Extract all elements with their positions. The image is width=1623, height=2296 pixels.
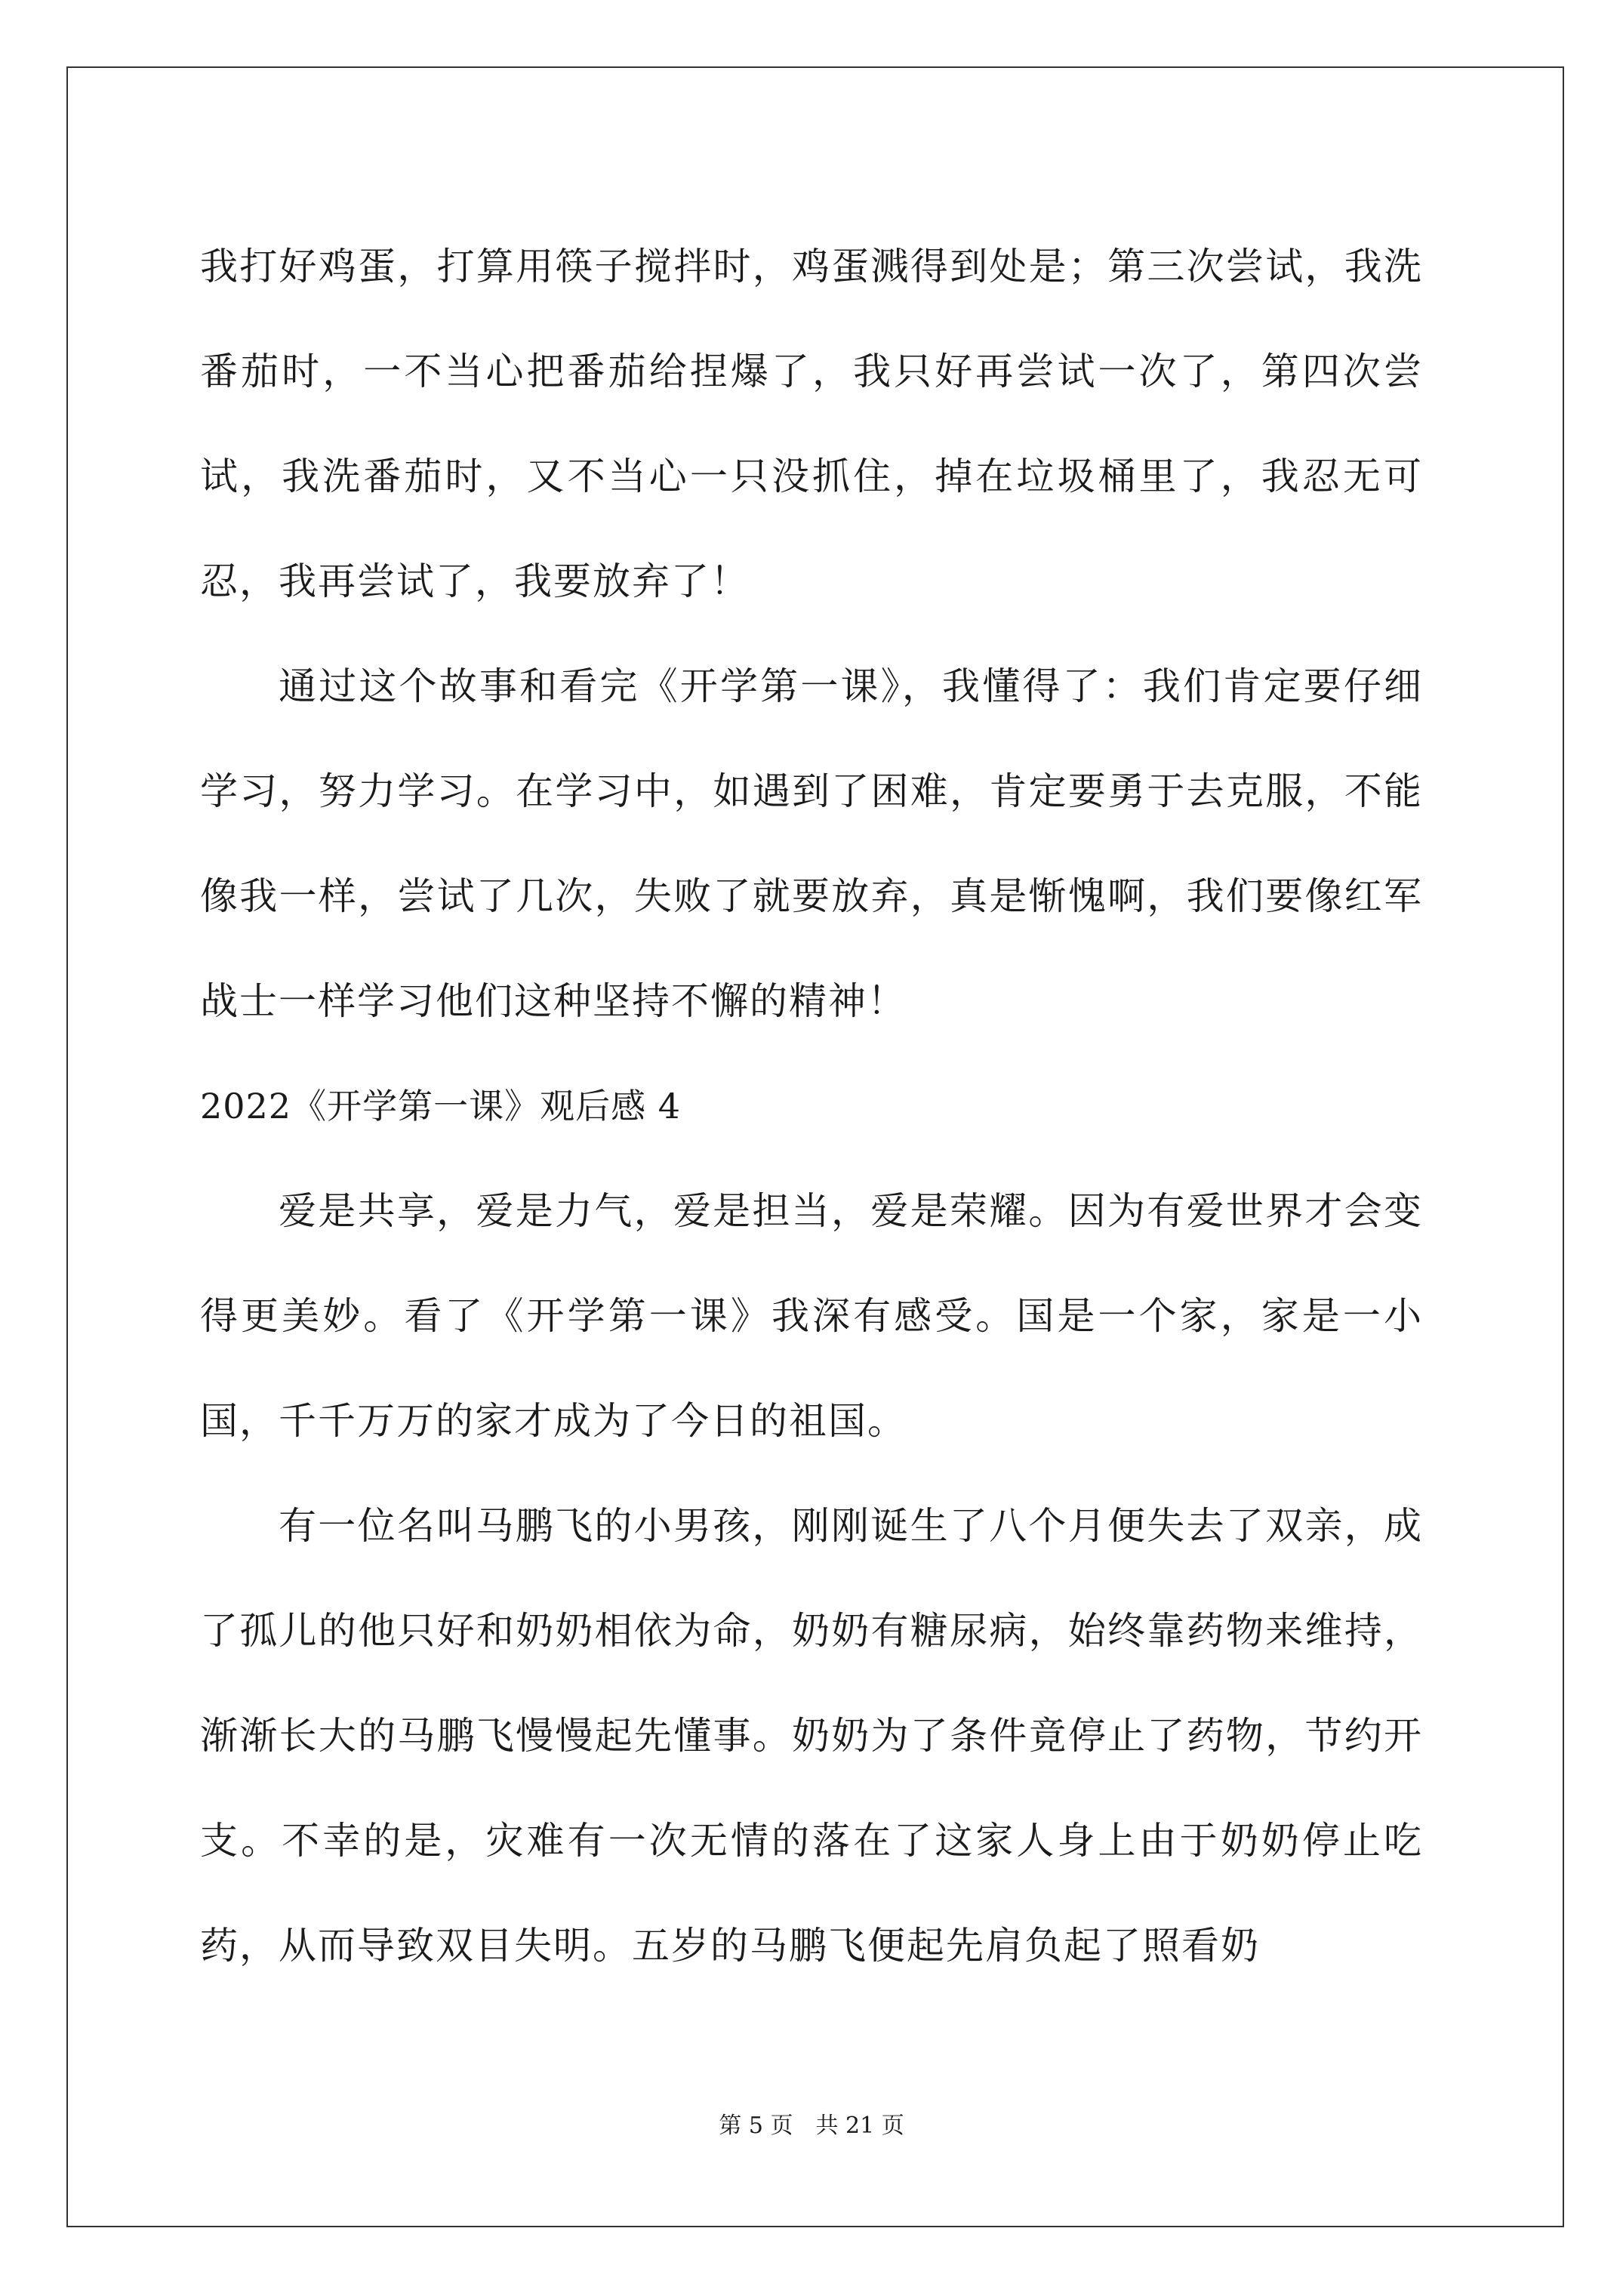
- section-heading: 2022《开学第一课》观后感 4: [200, 1086, 681, 1126]
- paragraph: 有一位名叫马鹏飞的小男孩，刚刚诞生了八个月便失去了双亲，成了孤儿的他只好和奶奶相依为命，奶奶有糖尿病，始终靠药物来维持，渐渐长大的马鹏飞慢慢起先懂事。奶奶为了条件竟停止了药物，节约开支。不幸的是，灾难有一次无情的落在了这家人身上由于奶奶停止吃药，从而导致双目失明。五岁的马鹏飞便起先肩负起了照看奶: [200, 1504, 1423, 1968]
- page-number-footer: 第 5 页 共 21 页: [719, 2113, 904, 2139]
- paragraph: 爱是共享，爱是力气，爱是担当，爱是荣耀。因为有爱世界才会变得更美妙。看了《开学第一课》我深有感受。国是一个家，家是一小国，千千万万的家才成为了今日的祖国。: [200, 1189, 1423, 1443]
- paragraph-continued: 我打好鸡蛋，打算用筷子搅拌时，鸡蛋溅得到处是；第三次尝试，我洗番茄时，一不当心把番茄给捏爆了，我只好再尝试一次了，第四次尝试，我洗番茄时，又不当心一只没抓住，掉在垃圾桶里了，我忍无可忍，我再尝试了，我要放弃了！: [200, 245, 1423, 603]
- paragraph: 通过这个故事和看完《开学第一课》，我懂得了：我们肯定要仔细学习，努力学习。在学习中，如遇到了困难，肯定要勇于去克服，不能像我一样，尝试了几次，失败了就要放弃，真是惭愧啊，我们要像红军战士一样学习他们这种坚持不懈的精神！: [200, 664, 1423, 1023]
- document-body: [200, 214, 1423, 1999]
